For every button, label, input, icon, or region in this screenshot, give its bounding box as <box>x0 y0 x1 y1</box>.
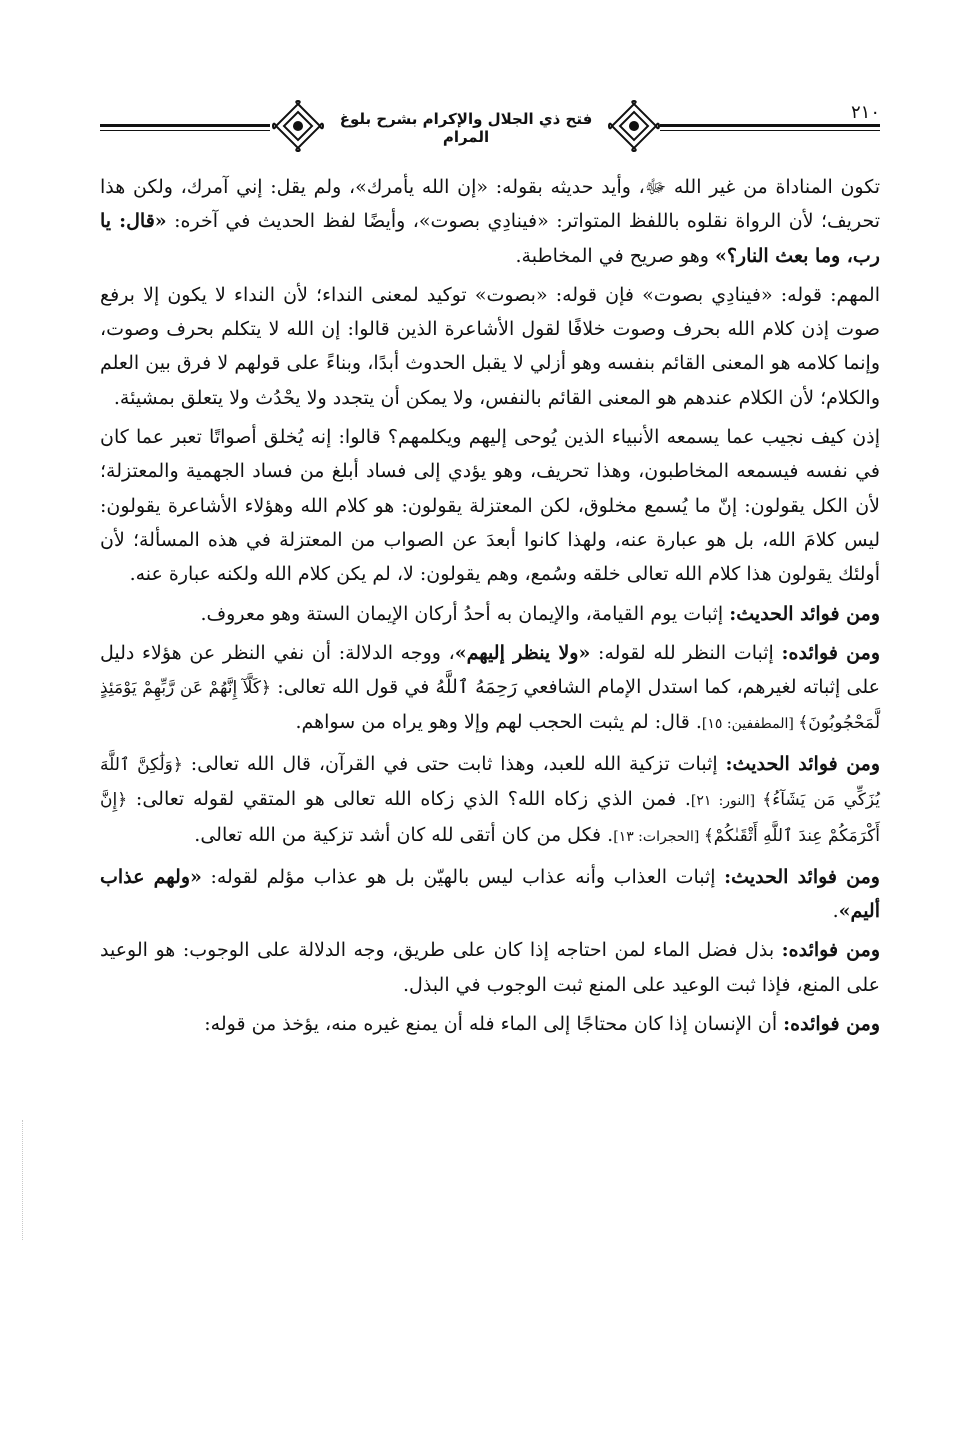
paragraph-p5 <box>100 636 880 742</box>
quran-verse: ﴿وَلَٰكِنَّ ٱللَّهَ يُزَكِّي مَن يَشَآءُ﴾ <box>100 754 880 811</box>
quran-verse: ﴿كَلَّآ إِنَّهُمْ عَن رَّبِّهِمْ يَوْمَئِذٍ لَّمَحْجُوبُونَ﴾ <box>100 678 880 734</box>
text-run: بذل فضل الماء لمن احتاجه إذا كان على طريق، وجه الدلالة على الوجوب: هو الوعيد على المنع، فإذا ثبت الوعيد على المنع ثبت الوجوب في البذل. <box>100 939 880 996</box>
paragraph-p9 <box>100 1007 880 1041</box>
text-run: أن الإنسان إذا كان محتاجًا إلى الماء فله أن يمنع غيره منه، يؤخذ من قوله: <box>204 1012 784 1035</box>
text-run: . فمن الذي زكاه الله؟ الذي زكاه الله تعالى هو المتقي لقوله تعالى: <box>127 788 691 811</box>
text-run: . <box>832 899 839 922</box>
bold-phrase: «ولا ينظر إليهم» <box>454 641 591 664</box>
paragraph-p1 <box>100 170 880 273</box>
ornament-right-icon <box>606 100 662 152</box>
text-run: . قال: لم يثبت الحجب لهم وإلا وهو يراه من سواهم. <box>295 711 702 734</box>
paragraph-p2 <box>100 278 880 415</box>
page-number: ٢١٠ <box>850 102 880 123</box>
bold-phrase: ومن فوائد الحديث: <box>725 752 881 775</box>
bold-phrase: ومن فوائد الحديث: <box>724 865 880 888</box>
header-rule-left <box>100 124 270 127</box>
paragraph-p7 <box>100 860 880 929</box>
text-run: إثبات تزكية الله للعبد، وهذا ثابت حتى في القرآن، قال الله تعالى: <box>182 752 726 775</box>
text-run: تكون المناداة من غير الله ﷻ، وأيد حديثه بقوله: «إن الله يأمرك»، ولم يقل: إني آمرك، ولكن هذا تحريف؛ لأن الرواة نقلوه باللفظ المتواتر: «فينادِي بصوت»، وأيضًا لفظ الحديث في آخره: <box>100 176 881 233</box>
text-run: إثبات النظر لله لقوله: <box>590 641 782 664</box>
paragraph-p3 <box>100 420 880 591</box>
running-title: فتح ذي الجلال والإكرام بشرح بلوغ المرام <box>339 110 593 146</box>
text-run: المهم: قوله: «فينادِي بصوت» فإن قوله: «بصوت» توكيد لمعنى النداء؛ لأن النداء لا يكون إلا برفع صوت إذن كلام الله بحرف وصوت خلافًا لقول الأشاعرة الذين قالوا: إن الله لا يتكلم بحرف وصوت، وإنما كلامه هو المعنى القائم بنفسه وهو أزلي لا يقبل الحدوث أبدًا، وبناءً على قولهم لا فرق بين العلم والكلام؛ لأن الكلام عندهم هو المعنى القائم بالنفس، ولا يمكن أن يتجدد ولا يحْدُث ولا يتعلق بمشيئة. <box>100 283 880 409</box>
ornament-left-icon <box>270 100 326 152</box>
quran-verse: ﴿إِنَّ أَكْرَمَكُمْ عِندَ ٱللَّهِ أَتْقَىٰكُمْ﴾ <box>100 790 880 847</box>
text-run: . فكل من كان أتقى لله كان أشد تزكية من الله تعالى. <box>194 824 614 847</box>
verse-reference: [النور: ٢١] <box>690 793 763 810</box>
scan-gutter-marks <box>22 1120 25 1240</box>
page-header <box>100 96 880 156</box>
text-run: ، ووجه الدلالة: أن نفي النظر عن هؤلاء دليل على إثباته لغيرهم، كما استدل الإمام الشافعي رَحِمَهُ ٱللَّهُ في قول الله تعالى: <box>100 641 881 699</box>
text-run: وهو صريح في المخاطبة. <box>515 244 715 267</box>
bold-phrase: «ولهم عذاب أليم» <box>100 865 880 922</box>
text-run: إثبات العذاب وأنه عذاب ليس بالهيّن بل هو عذاب مؤلم لقوله: <box>201 865 725 888</box>
text-run: إثبات يوم القيامة، والإيمان به أحدُ أركان الإيمان الستة وهو معروف. <box>200 602 730 625</box>
bold-phrase: ومن فوائده: <box>781 939 880 962</box>
paragraph-p8 <box>100 933 880 1002</box>
header-rule-right <box>660 124 880 127</box>
bold-phrase: ومن فوائده: <box>783 1012 880 1035</box>
page-body <box>100 170 880 1046</box>
paragraph-p4 <box>100 597 880 631</box>
bold-phrase: ومن فوائده: <box>781 641 880 664</box>
bold-phrase: ومن فوائد الحديث: <box>729 602 880 625</box>
verse-reference: [المطففين: ١٥] <box>701 716 799 733</box>
text-run: إذن كيف نجيب عما يسمعه الأنبياء الذين يُوحى إليهم ويكلمهم؟ قالوا: إنه يُخلق أصواتًا تعبر عما كان في نفسه فيسمعه المخاطبون، وهذا تحريف، وهو يؤدي إلى فساد أبلغ من فساد الجهمية والمعتزلة؛ لأن الكل يقولون: إنّ ما يُسمع مخلوق، لكن المعتزلة يقولون: هو كلام الله وهؤلاء الأشاعرة يقولون: ليس كلامَ الله، بل هو عبارة عنه، ولهذا كانوا أبعدَ عن الصواب من المعتزلة في هذه المسألة؛ لأن أولئك يقولون هذا كلام الله تعالى خلقه وسُمع، وهم يقولون: لا، لم يكن كلام الله ولكنه عبارة عنه. <box>100 426 880 586</box>
paragraph-p6 <box>100 747 880 855</box>
bold-phrase: «قال: يا رب، وما بعث النار؟» <box>100 210 880 267</box>
verse-reference: [الحجرات: ١٣] <box>613 829 704 846</box>
